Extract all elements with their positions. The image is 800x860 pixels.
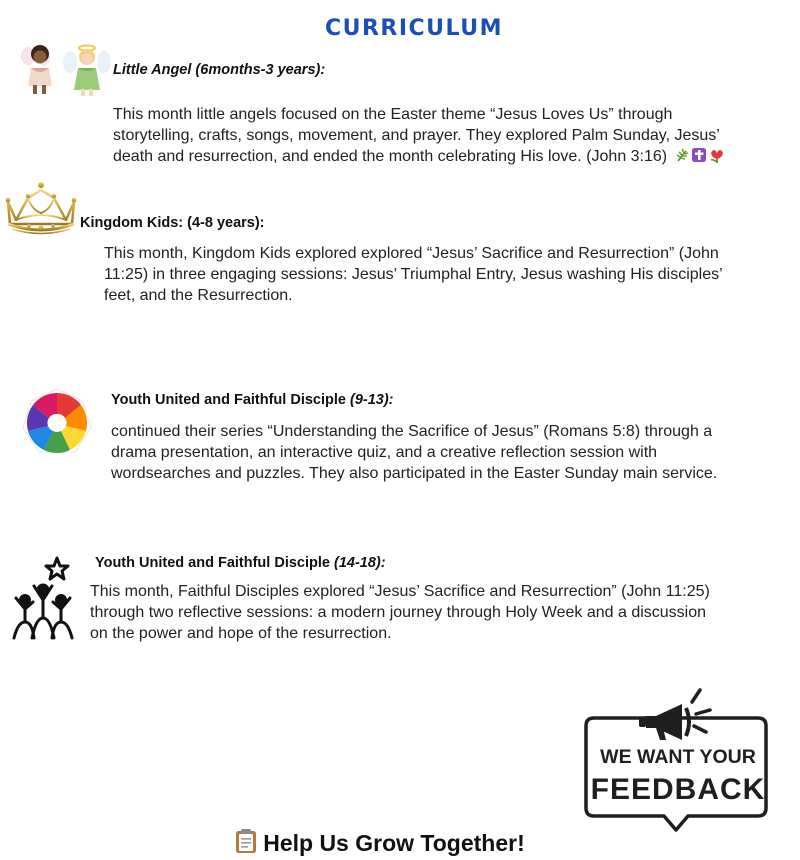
section-heading-youth-14-18: [95, 555, 386, 571]
paragraph-line: This month little angels focused on the Easter theme “Jesus Loves Us” through: [113, 106, 673, 123]
paragraph-line: 11:25) in three engaging sessions: Jesus’ Triumphal Entry, Jesus washing His disciples’: [104, 266, 723, 283]
paragraph-line: wordsearches and puzzles. They also participated in the Easter Sunday main service.: [111, 465, 718, 482]
heading-main: Youth United and Faithful Disciple: [111, 392, 350, 408]
megaphone-icon: [636, 684, 716, 742]
paragraph-line: through two reflective sessions: a modern journey through Holy Week and a discussion: [90, 604, 707, 621]
paragraph-line: continued their series “Understanding the Sacrifice of Jesus” (Romans 5:8) through a: [111, 423, 713, 440]
angels-icon: [16, 40, 112, 102]
section-body-youth-14-18: [90, 581, 710, 644]
section-body-youth-9-13: [111, 421, 717, 484]
paragraph-line: [113, 146, 726, 167]
clipboard-icon: [235, 828, 257, 854]
section-heading-kingdom-kids: Kingdom Kids: (4-8 years):: [80, 215, 265, 231]
footer-text: Help Us Grow Together!: [263, 830, 525, 856]
paragraph-line: feet, and the Resurrection.: [104, 287, 293, 304]
easter-emoji-icons: [676, 147, 726, 163]
raised-hands-star-icon: [8, 556, 78, 642]
section-body-kingdom-kids: [104, 243, 723, 306]
paragraph-line: storytelling, crafts, songs, movement, and prayer. They explored Palm Sunday, Jesus’: [113, 127, 720, 144]
heading-main: Youth United and Faithful Disciple: [95, 555, 334, 571]
paragraph-line: This month, Faithful Disciples explored “Jesus’ Sacrifice and Resurrection” (John 11:25): [90, 583, 710, 600]
crown-icon: [2, 180, 80, 238]
feedback-badge: [582, 684, 774, 834]
paragraph-line: drama presentation, an interactive quiz, and a creative reflection session with: [111, 444, 658, 461]
paragraph-line-text: death and resurrection, and ended the month celebrating His love. (John 3:16): [113, 148, 668, 165]
page-title: CURRICULUM: [324, 16, 504, 41]
paragraph-line: on the power and hope of the resurrection.: [90, 625, 392, 642]
heading-age: (14-18):: [333, 555, 386, 571]
feedback-title-line1: WE WANT YOUR: [600, 746, 756, 768]
colorful-wheel-icon: [20, 386, 94, 460]
footer-tagline: [0, 828, 760, 857]
section-heading-youth-9-13: [111, 392, 394, 408]
feedback-title-line2: FEEDBACK: [590, 773, 766, 806]
section-heading-little-angel: Little Angel (6months-3 years):: [113, 62, 326, 78]
paragraph-line: This month, Kingdom Kids explored explored “Jesus’ Sacrifice and Resurrection” (John: [104, 245, 719, 262]
heading-age: (9-13):: [349, 392, 394, 408]
section-body-little-angel: [113, 104, 726, 167]
